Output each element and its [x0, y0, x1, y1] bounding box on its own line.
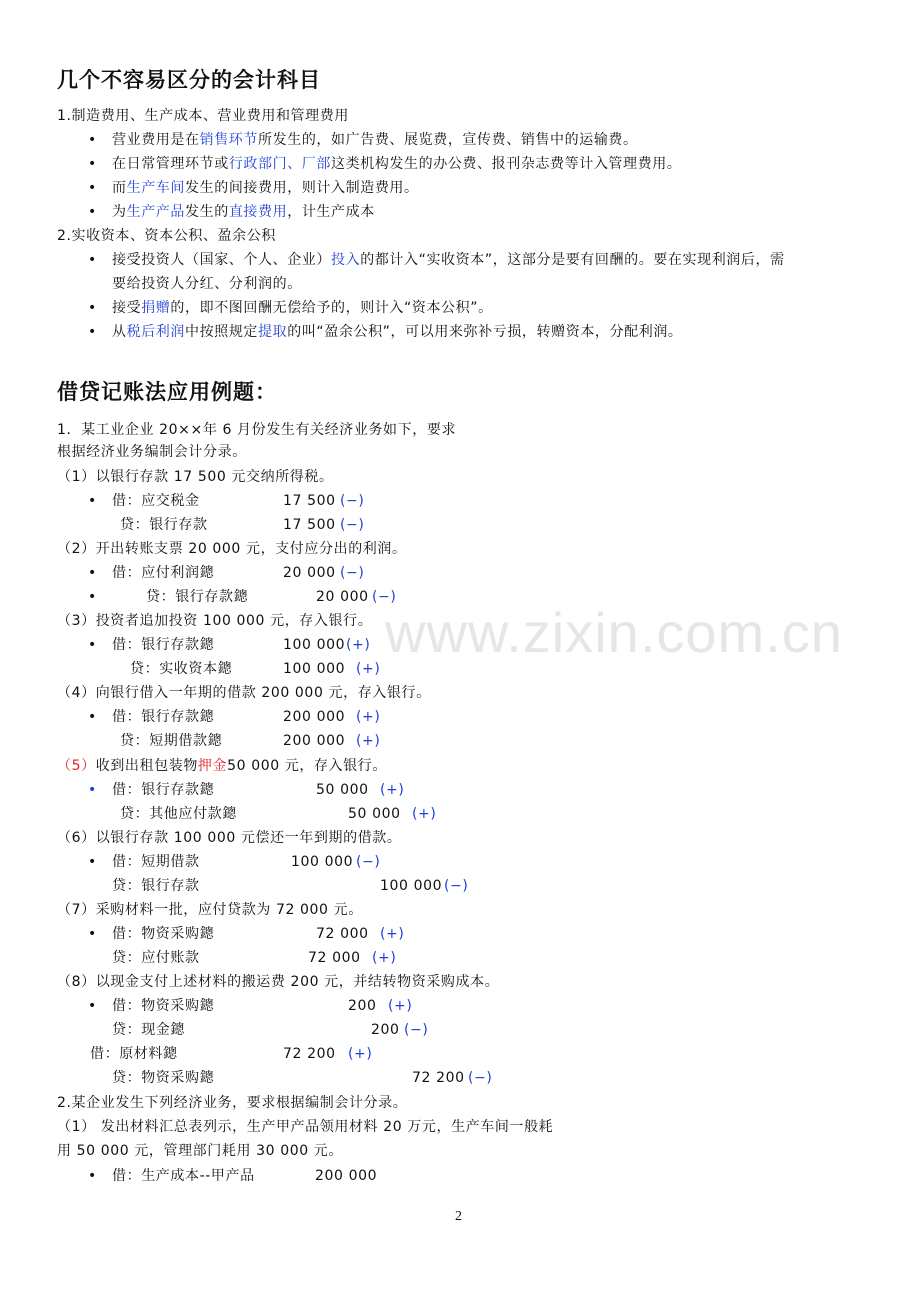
- amount: 100 000: [380, 878, 443, 894]
- text: 的都计入“实收资本”，这部分是要有回酬的。要在实现利润后，需: [360, 252, 785, 268]
- list-item: [112, 298, 493, 318]
- sign: (+): [372, 950, 397, 966]
- section1-title: 几个不容易区分的会计科目: [57, 68, 321, 92]
- list-item: [112, 250, 785, 270]
- credit-account: 贷：应付账款: [112, 950, 200, 966]
- sign: (+): [356, 733, 381, 749]
- highlight: 行政部门、厂部: [228, 156, 332, 172]
- text: 的，即不图回酬无偿给予的，则计入“资本公积”。: [170, 300, 493, 316]
- sign: (+): [356, 661, 381, 677]
- highlight: 押金: [197, 758, 228, 774]
- sign: (+): [356, 709, 381, 725]
- highlight: 销售环节: [199, 132, 259, 148]
- amount: 72 200: [283, 1046, 336, 1062]
- credit-account: 贷：实收资本鏓: [130, 661, 233, 677]
- list-item: [112, 322, 683, 342]
- text: 收到出租包装物: [95, 758, 198, 774]
- text: 在日常管理环节或: [112, 156, 229, 172]
- bullet-icon: •: [88, 709, 97, 725]
- bullet-icon: •: [88, 324, 97, 340]
- debit-account: 借：原材料鏓: [90, 1046, 178, 1062]
- list-item: [112, 178, 419, 198]
- sign: (+): [380, 782, 405, 798]
- q1-heading: 1.制造费用、生产成本、营业费用和管理费用: [57, 108, 349, 124]
- text: 发生的间接费用，则计入制造费用。: [185, 180, 419, 196]
- highlight: 税后利润: [126, 324, 186, 340]
- text: 中按照规定: [185, 324, 259, 340]
- transaction-2: （2）开出转账支票 20 000 元，支付应分出的利润。: [57, 541, 407, 557]
- text: 营业费用是在: [112, 132, 200, 148]
- debit-account: 借：物资采购鏓: [112, 998, 215, 1014]
- highlight: 生产产品: [126, 204, 186, 220]
- list-item: [112, 130, 638, 150]
- amount: 50 000: [348, 806, 401, 822]
- text: 为: [112, 204, 127, 220]
- sign: (−): [404, 1022, 429, 1038]
- amount: 100 000: [283, 661, 346, 677]
- credit-account: 贷：银行存款: [112, 878, 200, 894]
- transaction-4: （4）向银行借入一年期的借款 200 000 元，存入银行。: [57, 685, 431, 701]
- text: 接受: [112, 300, 142, 316]
- sign: (−): [468, 1070, 493, 1086]
- sign: (−): [340, 493, 365, 509]
- amount: 72 200: [412, 1070, 465, 1086]
- bullet-icon: •: [88, 252, 97, 268]
- sign: (+): [412, 806, 437, 822]
- text: 所发生的，如广告费、展览费，宣传费、销售中的运输费。: [258, 132, 638, 148]
- intro-line: 根据经济业务编制会计分录。: [57, 444, 247, 460]
- text: 接受投资人（国家、个人、企业）: [112, 252, 331, 268]
- debit-account: 借：短期借款: [112, 854, 200, 870]
- bullet-icon: •: [88, 300, 97, 316]
- bullet-icon: •: [88, 782, 97, 798]
- transaction-8: （8）以现金支付上述材料的搬运费 200 元，并结转物资采购成本。: [57, 974, 500, 990]
- transaction-1: （1）以银行存款 17 500 元交纳所得税。: [57, 469, 334, 485]
- bullet-icon: •: [88, 156, 97, 172]
- section2-title: 借贷记账法应用例题：: [57, 380, 277, 404]
- highlight: 生产车间: [126, 180, 186, 196]
- sign: (−): [356, 854, 381, 870]
- highlight: 直接费用: [228, 204, 288, 220]
- sign: (+): [388, 998, 413, 1014]
- transaction-6: （6）以银行存款 100 000 元偿还一年到期的借款。: [57, 830, 402, 846]
- list-item-continuation: 要给投资人分红、分利润的。: [112, 276, 302, 292]
- q2-transaction-1: （1） 发出材料汇总表列示，生产甲产品领用材料 20 万元，生产车间一般耗: [57, 1119, 554, 1135]
- debit-account: 借：银行存款鏓: [112, 637, 215, 653]
- text: 的叫“盈余公积”，可以用来弥补亏损，转赠资本，分配利润。: [287, 324, 683, 340]
- highlight: 投入: [331, 252, 361, 268]
- sign: (+): [380, 926, 405, 942]
- highlight: 捐赠: [141, 300, 171, 316]
- amount: 72 000: [308, 950, 361, 966]
- amount: 50 000: [316, 782, 369, 798]
- debit-account: 借：应交税金: [112, 493, 200, 509]
- list-item: [112, 202, 375, 222]
- amount: 200: [371, 1022, 400, 1038]
- debit-account: 借：银行存款鏓: [112, 782, 215, 798]
- debit-account: 借：应付利润鏓: [112, 565, 215, 581]
- bullet-icon: •: [88, 589, 97, 605]
- bullet-icon: •: [88, 637, 97, 653]
- transaction-3: （3）投资者追加投资 100 000 元，存入银行。: [57, 613, 373, 629]
- amount: 200 000: [315, 1168, 378, 1184]
- amount: 200 000: [283, 733, 346, 749]
- bullet-icon: •: [88, 1168, 97, 1184]
- amount: 200 000: [283, 709, 346, 725]
- text: 发生的: [185, 204, 229, 220]
- bullet-icon: •: [88, 854, 97, 870]
- sign: (+): [346, 637, 371, 653]
- q2-heading: 2.实收资本、资本公积、盈余公积: [57, 228, 276, 244]
- sign: (−): [372, 589, 397, 605]
- bullet-icon: •: [88, 132, 97, 148]
- bullet-icon: •: [88, 926, 97, 942]
- bullet-icon: •: [88, 204, 97, 220]
- amount: 17 500: [283, 493, 336, 509]
- page-number: 2: [455, 1209, 462, 1224]
- bullet-icon: •: [88, 493, 97, 509]
- number-label: （5）: [57, 758, 96, 774]
- credit-account: 贷：现金鏓: [112, 1022, 185, 1038]
- sign: (−): [340, 565, 365, 581]
- credit-account: 贷：其他应付款鏓: [120, 806, 237, 822]
- amount: 200: [348, 998, 377, 1014]
- sign: (+): [348, 1046, 373, 1062]
- credit-account: 贷：银行存款: [120, 517, 208, 533]
- text: 从: [112, 324, 127, 340]
- credit-account: 贷：物资采购鏓: [112, 1070, 215, 1086]
- debit-account: 借：物资采购鏓: [112, 926, 215, 942]
- watermark: www.zixin.com.cn: [385, 601, 843, 664]
- text: 而: [112, 180, 127, 196]
- amount: 20 000: [316, 589, 369, 605]
- list-item: [112, 154, 681, 174]
- sign: (−): [340, 517, 365, 533]
- bullet-icon: •: [88, 998, 97, 1014]
- intro-line: 1．某工业企业 20××年 6 月份发生有关经济业务如下，要求: [57, 422, 457, 438]
- credit-account: 贷：银行存款鏓: [146, 589, 249, 605]
- amount: 17 500: [283, 517, 336, 533]
- amount: 100 000: [283, 637, 346, 653]
- amount: 20 000: [283, 565, 336, 581]
- amount: 72 000: [316, 926, 369, 942]
- q2-transaction-1-cont: 用 50 000 元，管理部门耗用 30 000 元。: [57, 1143, 343, 1159]
- amount: 100 000: [291, 854, 354, 870]
- sign: (−): [444, 878, 469, 894]
- highlight: 提取: [258, 324, 288, 340]
- bullet-icon: •: [88, 180, 97, 196]
- text: ，计生产成本: [287, 204, 375, 220]
- credit-account: 贷：短期借款鏓: [120, 733, 223, 749]
- debit-account: 借：生产成本--甲产品: [112, 1168, 255, 1184]
- debit-account: 借：银行存款鏓: [112, 709, 215, 725]
- text: 这类机构发生的办公费、报刊杂志费等计入管理费用。: [331, 156, 682, 172]
- bullet-icon: •: [88, 565, 97, 581]
- text: 50 000 元，存入银行。: [227, 758, 387, 774]
- question-2: 2.某企业发生下列经济业务，要求根据编制会计分录。: [57, 1095, 408, 1111]
- transaction-7: （7）采购材料一批，应付贷款为 72 000 元。: [57, 902, 363, 918]
- transaction-5: [57, 756, 387, 776]
